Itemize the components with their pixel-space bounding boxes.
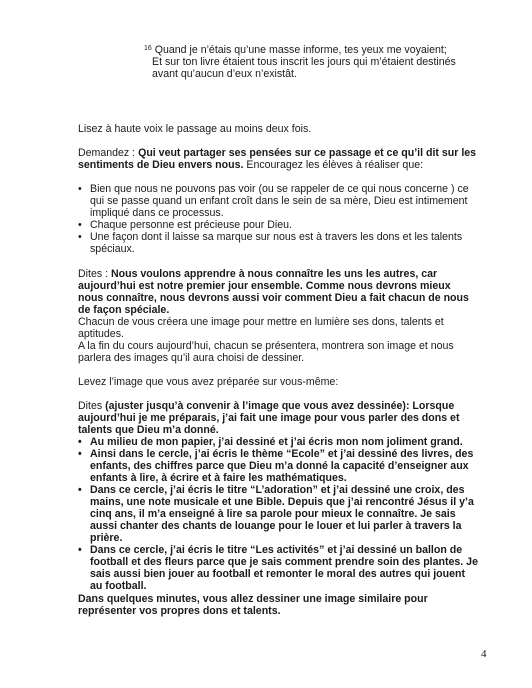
end-of-day-instruction: A la fin du cours aujourd’hui, chacun se présentera, montrera son image et nous parlera des images qu’il aura choisi de dessiner.	[78, 340, 454, 364]
ask-prefix: Demandez :	[78, 147, 136, 159]
verse-number: 16	[144, 45, 152, 52]
say-bold-text: Nous voulons apprendre à nous connaître les uns les autres, car aujourd’hui est notre premier jour ensemble. Comme nous devrons mieux nous connaître, nous devrons aussi voir comment Dieu a fait chacun de nous de façon spéciale.	[78, 268, 469, 316]
list-item: • Dans ce cercle, j’ai écris le titre “L’adoration” et j’ai dessiné une croix, des mains, une note musicale et une Bible. Depuis que j’ai rencontré Jésus il y’a cinq ans, il m’a enseigné à lire sa parole pour mieux le connaître. Je sais aussi chanter des chants de louange pour le louer et lui parler à travers la prière.	[78, 484, 478, 544]
closing-paragraph: Dans quelques minutes, vous allez dessiner une image similaire pour représenter vos propres dons et talents.	[78, 593, 428, 617]
read-aloud-instruction: Lisez à haute voix le passage au moins deux fois.	[78, 123, 312, 135]
page-number: 4	[481, 648, 487, 660]
list-item: • Bien que nous ne pouvons pas voir (ou se rappeler de ce qui nous concerne ) ce qui se passe quand un enfant croît dans le sein de sa mère, Dieu est intimement impliqué dans ce processus.	[78, 183, 478, 219]
say-prefix: Dites	[78, 400, 103, 412]
ask-paragraph	[78, 147, 478, 171]
list-item: • Ainsi dans le cercle, j’ai écris le thème “Ecole” et j’ai dessiné des livres, des enfants, des chiffres parce que Dieu m’a donné la capacité d’enseigner aux enfants à lire, à écrire et à faire les mathématiques.	[78, 448, 478, 484]
list-item: • Dans ce cercle, j’ai écris le titre “Les activités” et j’ai dessiné un ballon de football et des fleurs parce que je sais comment prendre soin des plantes. Je sais aussi bien jouer au football et remonter le moral des autres qui jouent au football.	[78, 544, 478, 592]
ask-suffix: Encouragez les élèves à réaliser que:	[246, 159, 424, 171]
encouragement-list	[78, 183, 478, 255]
ask-question: Qui veut partager ses pensées sur ce passage et ce qu’il dit sur les sentiments de Dieu envers nous.	[78, 147, 477, 171]
say-paragraph-1	[78, 268, 478, 316]
verse-text-1: Quand je n’étais qu’une masse informe, tes yeux me voyaient;	[154, 44, 447, 56]
say-bold-text: (ajuster jusqu’à convenir à l’image que vous avez dessinée): Lorsque aujourd’hui je me préparais, j’ai fait une image pour vous parler des dons et talents que Dieu m’a donné.	[78, 400, 460, 436]
say-paragraph-2	[78, 400, 478, 436]
verse-line-1	[144, 44, 484, 56]
say-prefix: Dites :	[78, 268, 109, 280]
list-item: • Au milieu de mon papier, j’ai dessiné et j’ai écris mon nom joliment grand.	[78, 436, 478, 448]
verse-line-2: Et sur ton livre étaient tous inscrit les jours qui m’étaient destinés	[152, 56, 456, 68]
verse-line-3: avant qu’aucun d’eux n’existât.	[152, 68, 297, 80]
lift-image-instruction: Levez l’image que vous avez préparée sur vous-même:	[78, 376, 339, 388]
bible-verse	[144, 44, 484, 80]
list-item: • Chaque personne est précieuse pour Dieu.	[78, 219, 478, 231]
list-item: • Une façon dont il laisse sa marque sur nous est à travers les dons et les talents spéciaux.	[78, 231, 478, 255]
image-instruction: Chacun de vous créera une image pour mettre en lumière ses dons, talents et aptitudes.	[78, 316, 444, 340]
drawing-description-list	[78, 436, 478, 592]
